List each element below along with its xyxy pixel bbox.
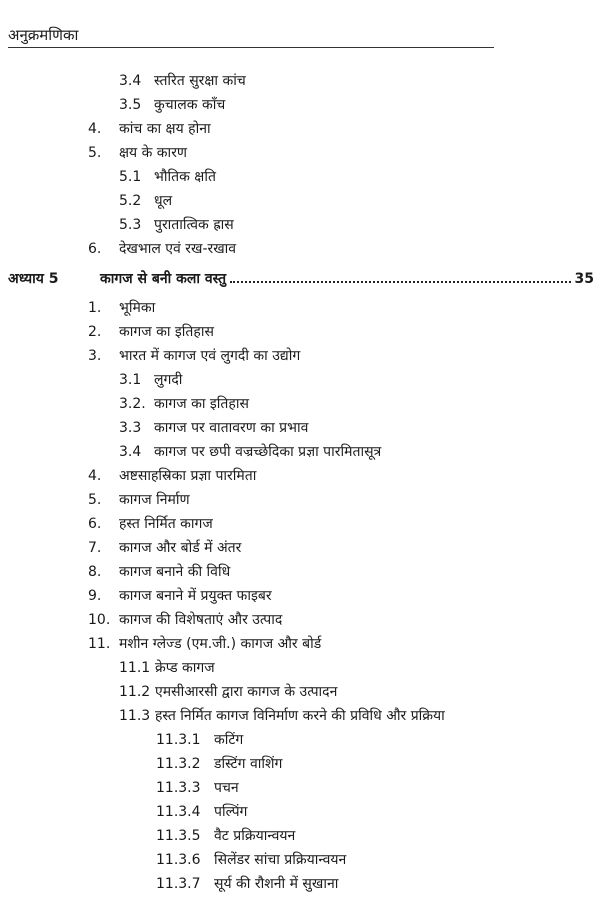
entry-number: 3. <box>88 348 102 364</box>
entry-title: एमसीआरसी द्वारा कागज के उत्पादन <box>155 684 338 700</box>
toc-entry <box>119 73 246 90</box>
toc-entry <box>88 121 211 138</box>
toc-entry <box>119 708 445 725</box>
toc-entry <box>119 684 337 701</box>
entry-number: 11.3.1 <box>156 732 201 748</box>
toc-entry <box>119 97 225 114</box>
toc-entry <box>88 564 230 581</box>
entry-number: 11.3 <box>119 708 151 724</box>
toc-entry <box>88 516 213 533</box>
entry-title: धूल <box>154 193 173 209</box>
toc-entry <box>119 660 215 677</box>
entry-title: कागज बनाने की विधि <box>119 564 231 580</box>
chapter-label: अध्याय 5 <box>8 271 59 287</box>
page-header-title: अनुक्रमणिका <box>8 26 79 44</box>
entry-number: 11.1 <box>119 660 151 676</box>
entry-number: 3.5 <box>119 97 142 113</box>
toc-entry <box>119 372 182 389</box>
toc-entry <box>88 636 321 653</box>
entry-number: 5.1 <box>119 169 142 185</box>
toc-entry <box>88 348 300 365</box>
entry-title: लुगदी <box>154 372 183 388</box>
toc-entry <box>119 444 381 461</box>
chapter-heading <box>8 270 594 288</box>
toc-entry <box>88 588 272 605</box>
chapter-page-number: 35 <box>574 271 594 287</box>
entry-number: 5. <box>88 492 102 508</box>
entry-number: 10. <box>88 612 111 628</box>
toc-entry <box>119 169 216 186</box>
entry-title: सिलेंडर सांचा प्रक्रियान्वयन <box>214 852 347 868</box>
entry-title: कागज निर्माण <box>119 492 190 508</box>
entry-number: 5.2 <box>119 193 142 209</box>
entry-number: 8. <box>88 564 102 580</box>
entry-title: देखभाल एवं रख-रखाव <box>119 241 237 257</box>
dot-leader <box>230 270 570 283</box>
toc-entry <box>88 324 214 341</box>
entry-title: पचन <box>214 780 239 796</box>
entry-number: 5.3 <box>119 217 142 233</box>
entry-number: 11.3.3 <box>156 780 201 796</box>
entry-title: भारत में कागज एवं लुगदी का उद्योग <box>119 348 301 364</box>
entry-title: मशीन ग्लेज्ड (एम.जी.) कागज और बोर्ड <box>119 636 322 652</box>
entry-number: 4. <box>88 121 102 137</box>
entry-title: भूमिका <box>119 300 156 316</box>
entry-number: 11.2 <box>119 684 151 700</box>
entry-number: 11.3.5 <box>156 828 201 844</box>
entry-number: 2. <box>88 324 102 340</box>
entry-title: कागज का इतिहास <box>119 324 214 340</box>
entry-title: पुरातात्विक ह्रास <box>154 217 234 233</box>
entry-title: कुचालक काँच <box>154 97 226 113</box>
entry-title: वैट प्रक्रियान्वयन <box>214 828 296 844</box>
toc-entry <box>88 145 187 162</box>
entry-title: कागज का इतिहास <box>154 396 249 412</box>
entry-title: कटिंग <box>214 732 244 748</box>
toc-entry <box>88 492 190 509</box>
entry-title: हस्त निर्मित कागज <box>119 516 213 532</box>
toc-entry <box>119 396 249 413</box>
entry-title: कागज बनाने में प्रयुक्त फाइबर <box>119 588 272 604</box>
toc-entry <box>119 217 234 234</box>
entry-number: 11.3.2 <box>156 756 201 772</box>
toc-entry <box>156 780 239 797</box>
toc-entry <box>88 468 256 485</box>
entry-number: 1. <box>88 300 102 316</box>
entry-title: कागज और बोर्ड में अंतर <box>119 540 242 556</box>
entry-number: 5. <box>88 145 102 161</box>
entry-title: कागज पर वातावरण का प्रभाव <box>154 420 309 436</box>
entry-number: 6. <box>88 516 102 532</box>
toc-entry <box>156 828 295 845</box>
toc-entry <box>88 540 241 557</box>
toc-entry <box>156 876 338 893</box>
toc-entry <box>156 732 243 749</box>
entry-title: कागज पर छपी वज्रच्छेदिका प्रज्ञा पारमितासूत्र <box>154 444 382 460</box>
toc-entry <box>119 420 308 437</box>
entry-title: सूर्य की रौशनी में सुखाना <box>214 876 339 892</box>
entry-title: हस्त निर्मित कागज विनिर्माण करने की प्रविधि और प्रक्रिया <box>155 708 445 724</box>
entry-number: 11.3.6 <box>156 852 201 868</box>
entry-title: कांच का क्षय होना <box>119 121 211 137</box>
entry-title: पल्पिंग <box>214 804 248 820</box>
entry-number: 3.2. <box>119 396 146 412</box>
entry-number: 9. <box>88 588 102 604</box>
entry-number: 3.4 <box>119 73 142 89</box>
entry-number: 11.3.7 <box>156 876 201 892</box>
toc-entry <box>119 193 172 210</box>
entry-number: 11. <box>88 636 111 652</box>
toc-entry <box>88 612 282 629</box>
entry-number: 3.3 <box>119 420 142 436</box>
entry-number: 3.4 <box>119 444 142 460</box>
toc-entry <box>156 804 247 821</box>
entry-title: अष्टसाहस्रिका प्रज्ञा पारमिता <box>119 468 257 484</box>
entry-title: स्तरित सुरक्षा कांच <box>154 73 246 89</box>
entry-title: क्रेप्ड कागज <box>155 660 215 676</box>
entry-title: क्षय के कारण <box>119 145 188 161</box>
entry-number: 3.1 <box>119 372 142 388</box>
entry-number: 6. <box>88 241 102 257</box>
entry-number: 7. <box>88 540 102 556</box>
entry-number: 11.3.4 <box>156 804 201 820</box>
entry-title: भौतिक क्षति <box>154 169 216 185</box>
chapter-title: कागज से बनी कला वस्तु <box>100 271 227 287</box>
toc-entry <box>156 852 346 869</box>
header-rule <box>8 47 494 48</box>
toc-entry <box>156 756 282 773</box>
toc-entry <box>88 241 236 258</box>
entry-title: डस्टिंग वाशिंग <box>214 756 283 772</box>
entry-title: कागज की विशेषताएं और उत्पाद <box>119 612 283 628</box>
entry-number: 4. <box>88 468 102 484</box>
toc-entry <box>88 300 155 317</box>
